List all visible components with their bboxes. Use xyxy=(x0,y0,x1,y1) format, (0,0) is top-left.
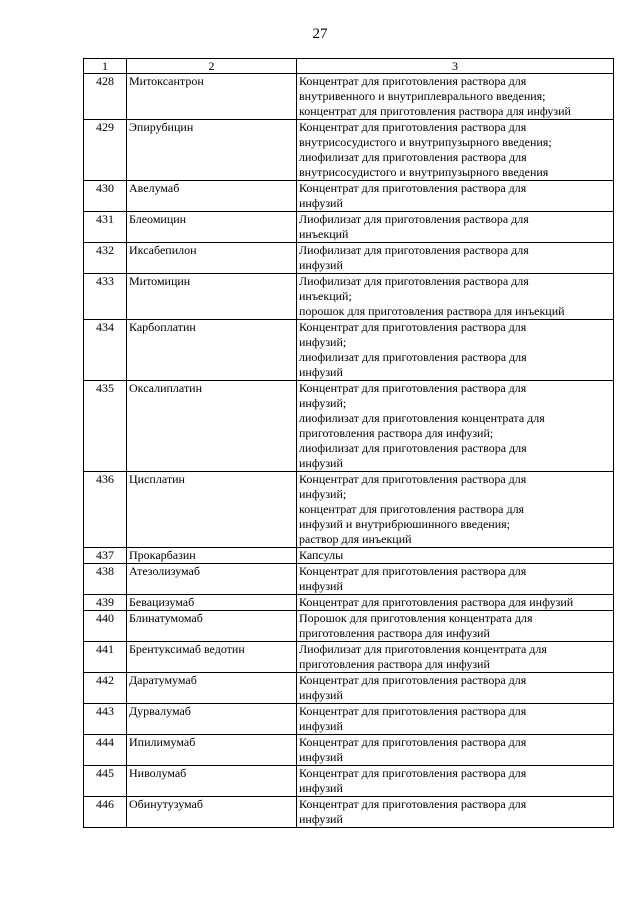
row-number: 443 xyxy=(84,704,127,735)
dosage-form xyxy=(297,611,614,642)
dosage-form xyxy=(297,704,614,735)
dosage-form xyxy=(297,212,614,243)
table-row xyxy=(84,735,614,766)
column-header-number: 1 xyxy=(84,59,127,74)
dosage-form xyxy=(297,766,614,797)
dosage-form xyxy=(297,320,614,381)
table-row xyxy=(84,611,614,642)
dosage-form-line: Концентрат для приготовления раствора для xyxy=(299,74,527,88)
dosage-form xyxy=(297,472,614,548)
dosage-form-line: инфузий xyxy=(299,688,343,702)
dosage-form-line: Капсулы xyxy=(299,548,344,562)
table-row xyxy=(84,212,614,243)
table-row xyxy=(84,472,614,548)
row-number: 435 xyxy=(84,381,127,472)
dosage-form-line: Концентрат для приготовления раствора для xyxy=(299,181,527,195)
row-number: 439 xyxy=(84,595,127,611)
dosage-form-line: лиофилизат для приготовления раствора для xyxy=(299,150,527,164)
dosage-form-line: инфузий xyxy=(299,365,343,379)
dosage-form-line: Лиофилизат для приготовления концентрата для xyxy=(299,642,547,656)
drug-name: Блеомицин xyxy=(127,212,297,243)
table-row xyxy=(84,320,614,381)
table-row xyxy=(84,704,614,735)
row-number: 436 xyxy=(84,472,127,548)
drug-name: Ипилимумаб xyxy=(127,735,297,766)
row-number: 441 xyxy=(84,642,127,673)
drug-name: Обинутузумаб xyxy=(127,797,297,828)
table-row xyxy=(84,673,614,704)
dosage-form xyxy=(297,381,614,472)
dosage-form-line: Концентрат для приготовления раствора для xyxy=(299,472,527,486)
table-row xyxy=(84,642,614,673)
dosage-form-line: инфузий xyxy=(299,579,343,593)
drug-name: Оксалиплатин xyxy=(127,381,297,472)
page-number: 27 xyxy=(312,26,328,42)
dosage-form-line: Концентрат для приготовления раствора для xyxy=(299,766,527,780)
dosage-form-line: инфузий; xyxy=(299,487,347,501)
drug-name: Цисплатин xyxy=(127,472,297,548)
row-number: 430 xyxy=(84,181,127,212)
table-row xyxy=(84,181,614,212)
dosage-form-line: инъекций; xyxy=(299,289,352,303)
dosage-form-line: лиофилизат для приготовления концентрата для xyxy=(299,411,545,425)
dosage-form-line: инфузий xyxy=(299,719,343,733)
dosage-form xyxy=(297,274,614,320)
dosage-form-line: Концентрат для приготовления раствора для xyxy=(299,704,527,718)
dosage-form-line: Концентрат для приготовления раствора для инфузий xyxy=(299,595,574,609)
row-number: 438 xyxy=(84,564,127,595)
drug-name: Авелумаб xyxy=(127,181,297,212)
row-number: 428 xyxy=(84,74,127,120)
row-number: 442 xyxy=(84,673,127,704)
drug-name: Митоксантрон xyxy=(127,74,297,120)
table-row xyxy=(84,548,614,564)
column-header-name: 2 xyxy=(127,59,297,74)
dosage-form-line: инфузий xyxy=(299,456,343,470)
dosage-form-line: инъекций xyxy=(299,227,349,241)
dosage-form-line: концентрат для приготовления раствора для xyxy=(299,502,525,516)
table-row xyxy=(84,766,614,797)
row-number: 434 xyxy=(84,320,127,381)
table-row xyxy=(84,243,614,274)
row-number: 429 xyxy=(84,120,127,181)
column-header-form: 3 xyxy=(297,59,614,74)
dosage-form-line: раствор для инъекций xyxy=(299,532,412,546)
dosage-form-line: инфузий xyxy=(299,812,343,826)
table-row xyxy=(84,381,614,472)
dosage-form-line: Концентрат для приготовления раствора для xyxy=(299,673,527,687)
row-number: 444 xyxy=(84,735,127,766)
dosage-form-line: порошок для приготовления раствора для инъекций xyxy=(299,304,565,318)
table-row xyxy=(84,274,614,320)
dosage-form xyxy=(297,735,614,766)
dosage-form xyxy=(297,595,614,611)
dosage-form-line: инфузий xyxy=(299,258,343,272)
row-number: 433 xyxy=(84,274,127,320)
dosage-form-line: Концентрат для приготовления раствора для xyxy=(299,735,527,749)
row-number: 432 xyxy=(84,243,127,274)
dosage-form-line: внутривенного и внутриплеврального введения; xyxy=(299,89,546,103)
row-number: 440 xyxy=(84,611,127,642)
dosage-form xyxy=(297,564,614,595)
dosage-form xyxy=(297,548,614,564)
drug-name: Карбоплатин xyxy=(127,320,297,381)
dosage-form xyxy=(297,74,614,120)
drug-name: Ниволумаб xyxy=(127,766,297,797)
dosage-form-line: лиофилизат для приготовления раствора для xyxy=(299,441,527,455)
drug-name: Атезолизумаб xyxy=(127,564,297,595)
dosage-form-line: концентрат для приготовления раствора для инфузий xyxy=(299,104,571,118)
table-body xyxy=(84,74,614,828)
dosage-form-line: Концентрат для приготовления раствора для xyxy=(299,564,527,578)
dosage-form-line: инфузий и внутрибрюшинного введения; xyxy=(299,517,510,531)
dosage-form-line: Концентрат для приготовления раствора для xyxy=(299,320,527,334)
drug-name: Даратумумаб xyxy=(127,673,297,704)
drug-name: Иксабепилон xyxy=(127,243,297,274)
table-row xyxy=(84,797,614,828)
table-row xyxy=(84,74,614,120)
drug-name: Бевацизумаб xyxy=(127,595,297,611)
drug-name: Прокарбазин xyxy=(127,548,297,564)
table-row xyxy=(84,120,614,181)
dosage-form-line: инфузий xyxy=(299,781,343,795)
dosage-form-line: Лиофилизат для приготовления раствора для xyxy=(299,274,529,288)
row-number: 446 xyxy=(84,797,127,828)
dosage-form-line: внутрисосудистого и внутрипузырного введения xyxy=(299,165,549,179)
dosage-form-line: Порошок для приготовления концентрата для xyxy=(299,611,533,625)
dosage-form-line: приготовления раствора для инфузий xyxy=(299,657,490,671)
table-header-row xyxy=(84,59,614,74)
drug-name: Митомицин xyxy=(127,274,297,320)
dosage-form xyxy=(297,642,614,673)
table-row xyxy=(84,564,614,595)
drug-name: Дурвалумаб xyxy=(127,704,297,735)
dosage-form-line: внутрисосудистого и внутрипузырного введения; xyxy=(299,135,552,149)
dosage-form-line: инфузий; xyxy=(299,335,347,349)
dosage-form-line: приготовления раствора для инфузий xyxy=(299,626,490,640)
dosage-form-line: приготовления раствора для инфузий; xyxy=(299,426,494,440)
dosage-form-line: Концентрат для приготовления раствора для xyxy=(299,120,527,134)
drug-name: Эпирубицин xyxy=(127,120,297,181)
dosage-form-line: Концентрат для приготовления раствора для xyxy=(299,797,527,811)
dosage-form-line: Концентрат для приготовления раствора для xyxy=(299,381,527,395)
dosage-form-line: Лиофилизат для приготовления раствора для xyxy=(299,212,529,226)
row-number: 445 xyxy=(84,766,127,797)
dosage-form-line: инфузий xyxy=(299,750,343,764)
dosage-form xyxy=(297,243,614,274)
dosage-form xyxy=(297,120,614,181)
dosage-form xyxy=(297,797,614,828)
drug-name: Блинатумомаб xyxy=(127,611,297,642)
dosage-form-line: инфузий; xyxy=(299,396,347,410)
row-number: 437 xyxy=(84,548,127,564)
dosage-form-line: лиофилизат для приготовления раствора для xyxy=(299,350,527,364)
dosage-form xyxy=(297,673,614,704)
drug-name: Брентуксимаб ведотин xyxy=(127,642,297,673)
dosage-form xyxy=(297,181,614,212)
drug-table xyxy=(83,58,614,828)
row-number: 431 xyxy=(84,212,127,243)
table-row xyxy=(84,595,614,611)
dosage-form-line: Лиофилизат для приготовления раствора для xyxy=(299,243,529,257)
dosage-form-line: инфузий xyxy=(299,196,343,210)
